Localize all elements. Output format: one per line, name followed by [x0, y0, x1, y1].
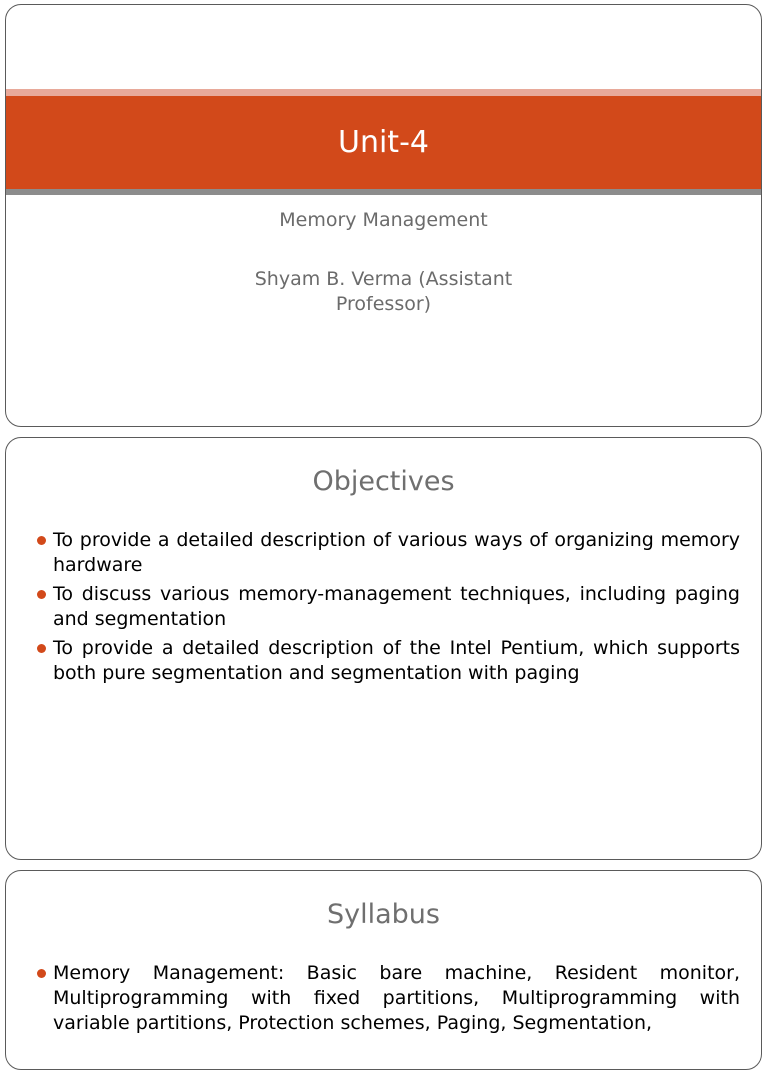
list-item: [36, 636, 740, 686]
author-line-1: Shyam B. Verma (Assistant: [254, 268, 513, 290]
bullet-icon: [37, 590, 46, 599]
objectives-list: [36, 528, 740, 690]
bullet-text: To provide a detailed description of various ways of organizing memory hardware: [53, 529, 740, 576]
title-slide: [5, 4, 762, 427]
bullet-icon: [37, 536, 46, 545]
bullet-icon: [37, 644, 46, 653]
slide-heading: Objectives: [312, 466, 455, 497]
slide-subtitle: Memory Management: [279, 209, 488, 231]
bullet-text: To provide a detailed description of the Intel Pentium, which supports both pure segmentation and segmentation with paging: [53, 637, 740, 684]
bullet-text: Memory Management: Basic bare machine, Resident monitor, Multiprogramming with fixed partitions, Multiprogramming with variable partitions, Protection schemes, Paging, Segmentation,: [53, 962, 740, 1034]
author-line-2: Professor): [335, 293, 432, 315]
title-band-highlight: [6, 89, 761, 96]
list-item: [36, 582, 740, 632]
list-item: [36, 961, 740, 1036]
syllabus-list: [36, 961, 740, 1040]
syllabus-slide: [5, 870, 762, 1070]
title-band-shadow: [6, 189, 761, 195]
bullet-icon: [37, 969, 46, 978]
slide-title: Unit-4: [338, 125, 429, 160]
list-item: [36, 528, 740, 578]
bullet-text: To discuss various memory-management techniques, including paging and segmentation: [53, 583, 740, 630]
objectives-slide: [5, 437, 762, 860]
slide-heading: Syllabus: [327, 899, 440, 930]
